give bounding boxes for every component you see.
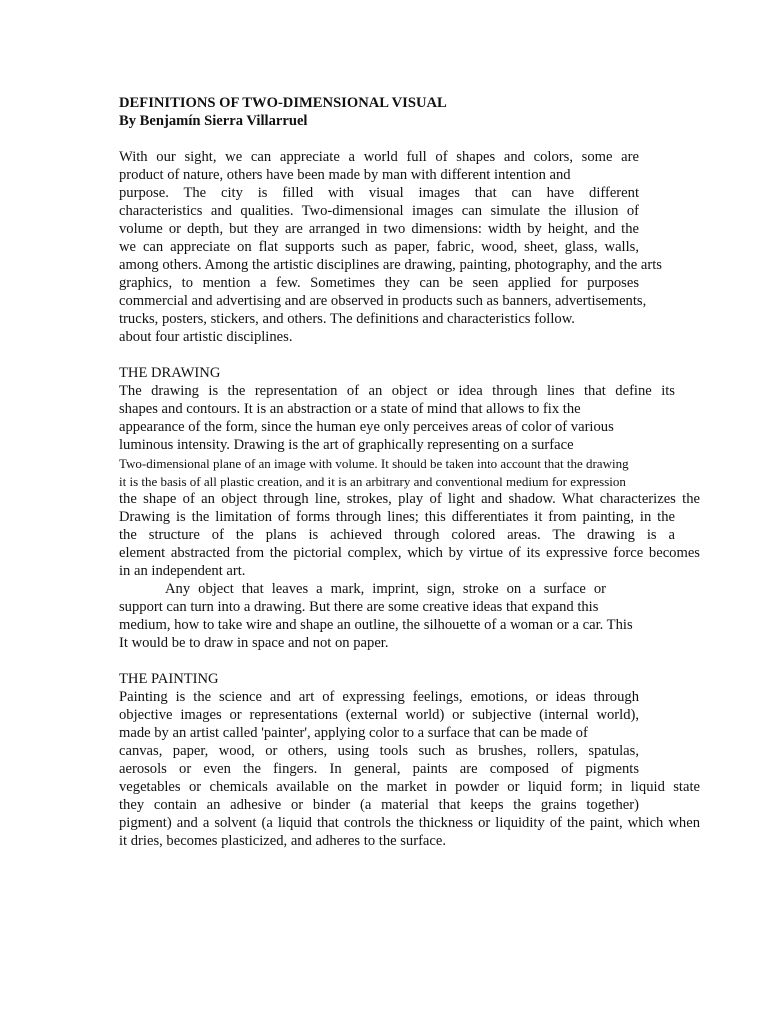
painting-line: aerosols or even the fingers. In general, paints are composed of pigments	[119, 761, 639, 777]
intro-line: graphics, to mention a few. Sometimes they can be seen applied for purposes	[119, 275, 639, 291]
intro-line: volume or depth, but they are arranged in two dimensions: width by height, and the	[119, 221, 639, 237]
drawing-line: appearance of the form, since the human eye only perceives areas of color of various	[119, 419, 614, 435]
drawing-line: The drawing is the representation of an object or idea through lines that define its	[119, 383, 675, 399]
drawing-line: support can turn into a drawing. But there are some creative ideas that expand this	[119, 599, 599, 615]
painting-line: vegetables or chemicals available on the market in powder or liquid form; in liquid state	[119, 779, 700, 795]
intro-line: purpose. The city is filled with visual images that can have different	[119, 185, 639, 201]
drawing-line: Drawing is the limitation of forms through lines; this differentiates it from painting, in the	[119, 509, 675, 525]
painting-line: Painting is the science and art of expressing feelings, emotions, or ideas through	[119, 689, 639, 705]
intro-line: trucks, posters, stickers, and others. The definitions and characteristics follow.	[119, 311, 575, 327]
intro-line: characteristics and qualities. Two-dimensional images can simulate the illusion of	[119, 203, 639, 219]
drawing-line: it is the basis of all plastic creation, and it is an arbitrary and conventional medium for expression	[119, 474, 626, 489]
intro-line: we can appreciate on flat supports such as paper, fabric, wood, sheet, glass, walls,	[119, 239, 639, 255]
intro-line: product of nature, others have been made by man with different intention and	[119, 167, 571, 183]
intro-line: commercial and advertising and are observed in products such as banners, advertisements,	[119, 293, 647, 309]
section-heading-painting: THE PAINTING	[119, 671, 219, 687]
intro-line: With our sight, we can appreciate a world full of shapes and colors, some are	[119, 149, 639, 165]
drawing-line: shapes and contours. It is an abstraction or a state of mind that allows to fix the	[119, 401, 581, 417]
drawing-line: Any object that leaves a mark, imprint, sign, stroke on a surface or	[165, 581, 606, 597]
painting-line: pigment) and a solvent (a liquid that controls the thickness or liquidity of the paint, which when	[119, 815, 700, 831]
painting-line: objective images or representations (external world) or subjective (internal world),	[119, 707, 639, 723]
drawing-line: the shape of an object through line, strokes, play of light and shadow. What characterizes the	[119, 491, 700, 507]
drawing-line: the structure of the plans is achieved through colored areas. The drawing is a	[119, 527, 675, 543]
painting-line: canvas, paper, wood, or others, using tools such as brushes, rollers, spatulas,	[119, 743, 639, 759]
drawing-line: Two-dimensional plane of an image with volume. It should be taken into account that the drawing	[119, 456, 629, 471]
painting-line: it dries, becomes plasticized, and adheres to the surface.	[119, 833, 447, 849]
painting-line: made by an artist called 'painter', applying color to a surface that can be made of	[119, 725, 588, 741]
section-heading-drawing: THE DRAWING	[119, 365, 221, 381]
document-title: DEFINITIONS OF TWO-DIMENSIONAL VISUAL	[119, 95, 447, 111]
drawing-line: It would be to draw in space and not on paper.	[119, 635, 389, 651]
painting-line: they contain an adhesive or binder (a material that keeps the grains together)	[119, 797, 639, 813]
drawing-line: medium, how to take wire and shape an outline, the silhouette of a woman or a car. This	[119, 617, 633, 633]
drawing-line: in an independent art.	[119, 563, 246, 579]
document-author: By Benjamín Sierra Villarruel	[119, 113, 308, 129]
intro-line: about four artistic disciplines.	[119, 329, 293, 345]
drawing-line: element abstracted from the pictorial complex, which by virtue of its expressive force becomes	[119, 545, 700, 561]
intro-line: among others. Among the artistic disciplines are drawing, painting, photography, and the arts	[119, 257, 662, 273]
drawing-line: luminous intensity. Drawing is the art of graphically representing on a surface	[119, 437, 574, 453]
